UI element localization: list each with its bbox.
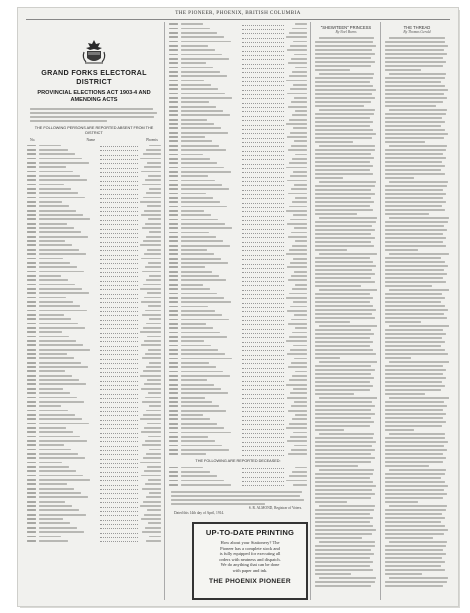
story-body <box>314 36 378 588</box>
story-byline: By Thomas Gerald <box>403 30 431 34</box>
list-entry <box>168 452 308 456</box>
story-body <box>384 36 450 588</box>
ad-title: UP-TO-DATE PRINTING <box>205 528 295 537</box>
list-entry <box>168 483 308 487</box>
column-header-no: No. <box>30 138 36 143</box>
district-title: GRAND FORKS ELECTORAL DISTRICT <box>41 68 147 86</box>
ad-line: is fully equipped for executing all <box>219 551 281 557</box>
story-title: "SHEWITEEN" PRINCESS <box>320 25 372 30</box>
notice-closing-text <box>170 490 306 506</box>
column-header-address: Phoenix <box>146 138 158 143</box>
absent-voters-list <box>26 143 162 543</box>
act-title: PROVINCIAL ELECTIONS ACT 1903-4 AND AMENDING ACTS <box>37 90 151 103</box>
deceased-list <box>168 465 308 487</box>
column-rule <box>164 22 165 600</box>
deceased-heading: THE FOLLOWING ARE REPORTED DECEASED: <box>195 459 281 464</box>
column-header-name: Name <box>86 138 96 143</box>
story-column-2 <box>384 22 450 600</box>
notice-text <box>29 107 159 123</box>
story-byline: By Noel Burns <box>335 30 357 34</box>
ad-line: Pioneer has a complete stock and <box>220 545 280 551</box>
running-header: THE PIONEER, PHOENIX, BRITISH COLUMBIA <box>175 10 301 16</box>
dated-line: Dated this 14th day of April, 1914. <box>174 510 225 515</box>
story-text-line <box>315 584 377 588</box>
notice-column <box>26 22 162 600</box>
story-column-1 <box>314 22 378 600</box>
list-subheading: THE FOLLOWING PERSONS ARE REPORTED ABSENT FROM THE DISTRICT <box>34 126 154 135</box>
printing-advertisement <box>192 522 308 600</box>
list-continued-column <box>168 22 308 600</box>
absent-voters-list-continued <box>168 22 308 456</box>
story-title: THE THREAD <box>403 25 431 30</box>
list-column-headers <box>30 138 158 142</box>
registrar-signature: S. R. ALMOND, Registrar of Voters. <box>248 506 302 511</box>
ad-line: with paper and ink. <box>232 567 268 573</box>
ad-body <box>194 540 306 574</box>
ad-footer: THE PHOENIX PIONEER <box>209 577 291 585</box>
header-rule <box>26 19 450 20</box>
column-rule <box>380 22 381 600</box>
list-entry <box>26 539 162 543</box>
newspaper-page <box>18 8 458 606</box>
ad-line: How about your Stationery? The <box>220 540 280 545</box>
coat-of-arms-icon <box>81 38 107 66</box>
story-text-line <box>385 584 449 588</box>
ad-line: We do anything that can be done <box>220 562 280 568</box>
column-rule <box>310 22 311 600</box>
ad-line: orders with neatness and dispatch. <box>219 556 281 562</box>
